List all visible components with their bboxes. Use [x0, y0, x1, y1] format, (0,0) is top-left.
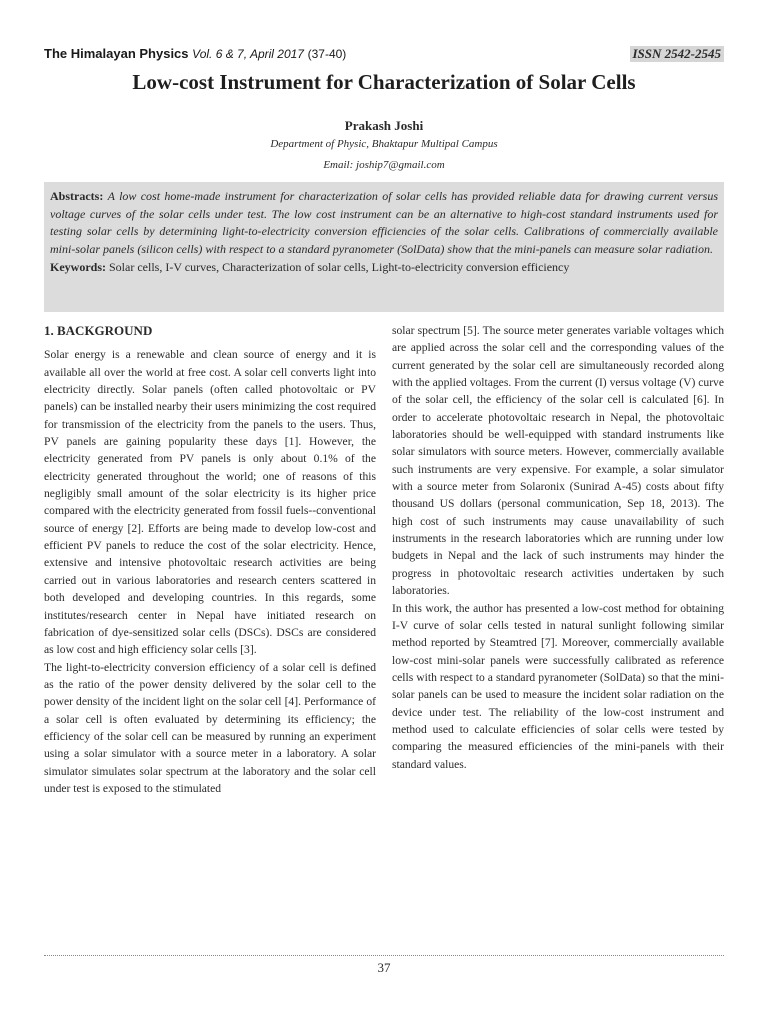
- page-number: 37: [377, 960, 391, 975]
- journal-name: The Himalayan Physics: [44, 46, 189, 61]
- paragraph: solar spectrum [5]. The source meter generates variable voltages which are applied across the solar cell and the corresponding values of the current generated by the solar cell are simultaneously recorded along with the applied voltages. From the current (I) versus voltage (V) curve of the solar cell, the efficiency of the solar cell is calculated [6]. In order to accelerate photovoltaic research in Nepal, the photovoltaic laboratories should be well-equipped with standard instruments like solar simulators with source meters. However, commercially available such instruments are very expensive. For example, a solar simulator with a source meter from Solaronix (Sunirad A-45) costs about fifty thousand US dollars (personal communication, Sep 18, 2013). The high cost of such instruments may cause unavailability of such instruments in the research laboratories which are running under low budgets in Nepal and the lack of such instruments may hinder the progress in photovoltaic research activities undertaken by such laboratories.: [392, 324, 724, 598]
- issn-badge: ISSN 2542-2545: [630, 46, 725, 62]
- keywords-label: Keywords:: [50, 260, 106, 274]
- footer-divider: [44, 955, 724, 956]
- paragraph: The light-to-electricity conversion efficiency of a solar cell is defined as the ratio of the power density delivered by the solar cell to the power density of the incident light on the solar cell [4]. Performance of a solar cell is often evaluated by determining its efficiency; the efficiency of the solar cell can be measured by running an experiment using a solar simulator with a source meter in a laboratory. A solar simulator simulates solar spectrum at the laboratory and the solar cell under test is exposed to the stimulated: [44, 660, 376, 795]
- author-email: Email: joship7@gmail.com: [323, 159, 445, 171]
- author-name: Prakash Joshi: [344, 118, 424, 133]
- keywords-text: Solar cells, I-V curves, Characterization of solar cells, Light-to-electricity conversion efficiency: [109, 260, 570, 274]
- running-header: [44, 46, 724, 64]
- journal-pages: (37-40): [307, 47, 347, 61]
- abstract-label: Abstracts:: [50, 189, 104, 203]
- journal-volume: Vol. 6 & 7, April 2017: [192, 47, 304, 61]
- paper-title: Low-cost Instrument for Characterization of Solar Cells: [132, 70, 636, 94]
- left-column: [44, 322, 376, 797]
- abstract: [50, 188, 718, 258]
- right-column: [392, 322, 724, 773]
- paragraph: In this work, the author has presented a low-cost method for obtaining I-V curve of solar cells tested in natural sunlight following similar method reported by Steamtred [7]. Moreover, commercially available low-cost mini-solar panels were successfully calibrated as reference cells with respect to a standard pyranometer (SolData) so that the mini-solar panels can be used to measure the incident solar radiation on the device under test. The reliability of the low-cost instrument and method used to calculate efficiencies of solar cells were tested by comparing the measured efficiencies of the mini-panels with their standard values.: [392, 601, 724, 771]
- abstract-text: A low cost home-made instrument for characterization of solar cells has provided reliable data for drawing current versus voltage curves of the solar cells under test. The low cost instrument can be an alternative to high-cost standard instruments used for testing solar cells by determining light-to-electricity conversion efficiencies of the solar cells. Calibrations of commercially available mini-solar panels (silicon cells) with respect to a standard pyranometer (SolData) show that the mini-panels can measure solar radiation.: [50, 189, 718, 256]
- abstract-box: [44, 182, 724, 312]
- journal-citation: [44, 46, 346, 61]
- paragraph: Solar energy is a renewable and clean source of energy and it is available all over the world at free cost. A solar cell converts light into electricity directly. Solar panels (often called photovoltaic or PV panels) can be installed nearby their users minimizing the cost required for transmission of the electricity from the panels to the users. Thus, PV panels are gaining popularity these days [1]. However, the electricity generated from PV panels is only about 0.1% of the electricity generated throughout the world; one of reasons of this negligibly small amount of the solar electricity is its higher price compared with the electricity generated from fossil fuels--conventional source of energy [2]. Efforts are being made to develop low-cost and efficient PV panels to reduce the cost of the solar electricity. Hence, extensive and intensive photovoltaic research activities are being carried out in various laboratories and research centers scattered in both developed and developing countries. In this regards, some institutes/research center in Nepal have initiated research on fabrication of dye-sensitized solar cells (DSCs). DSCs are considered as low cost and high efficiency solar cells [3].: [44, 348, 376, 657]
- author-affiliation: Department of Physic, Bhaktapur Multipal Campus: [270, 138, 498, 150]
- section-heading: 1. BACKGROUND: [44, 323, 153, 338]
- keywords: [50, 259, 718, 277]
